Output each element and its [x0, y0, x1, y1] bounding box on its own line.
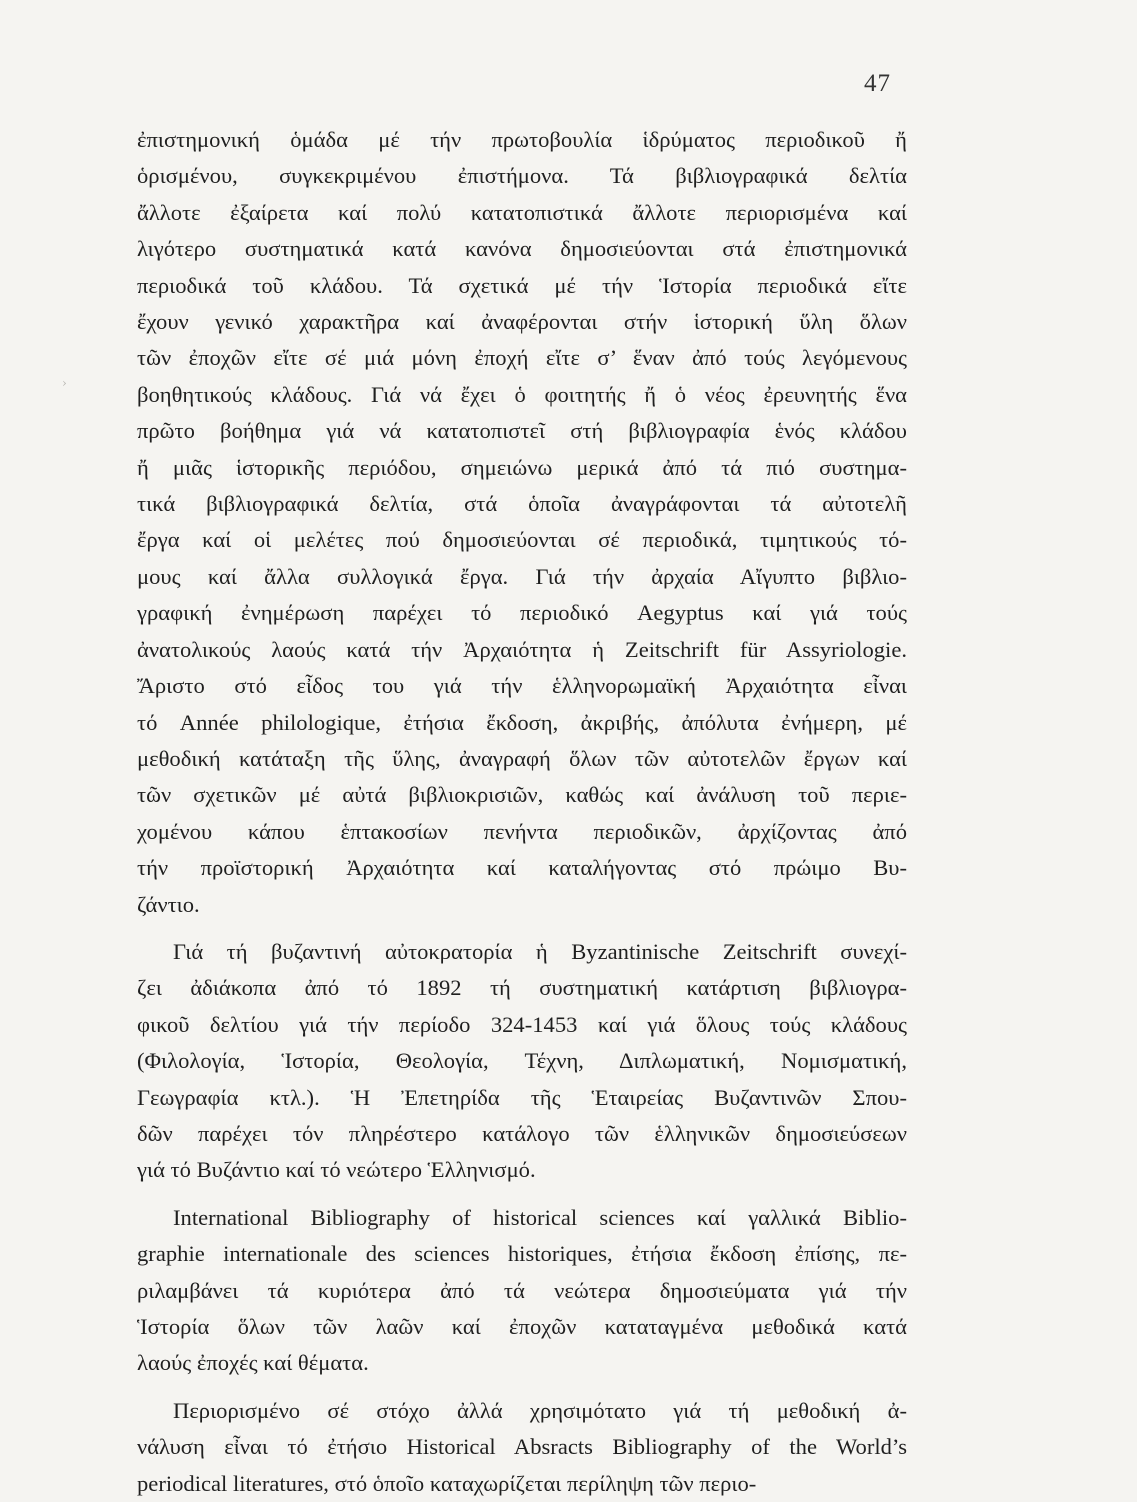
- text-line: Γιά τή βυζαντινή αὐτοκρατορία ἡ Byzantinische Zeitschrift συνεχί-: [173, 938, 907, 964]
- text-line: ἔργα καί οἱ μελέτες πού δημοσιεύονται σέ περιοδικά, τιμητικούς τό-: [137, 527, 907, 553]
- text-line: βοηθητικούς κλάδους. Γιά νά ἔχει ὁ φοιτητής ἤ ὁ νέος ἐρευνητής ἕνα: [137, 381, 907, 407]
- text-line: Ἄριστο στό εἶδος του γιά τήν ἑλληνορωμαϊκή Ἀρχαιότητα εἶναι: [137, 673, 907, 699]
- text-line: δῶν παρέχει τόν πληρέστερο κατάλογο τῶν ἑλληνικῶν δημοσιεύσεων: [137, 1120, 907, 1146]
- text-line: χομένου κάπου ἑπτακοσίων πενήντα περιοδικῶν, ἀρχίζοντας ἀπό: [137, 818, 907, 844]
- text-line: Ἱστορία ὅλων τῶν λαῶν καί ἐποχῶν καταταγμένα μεθοδικά κατά: [137, 1314, 907, 1339]
- text-line: graphie internationale des sciences historiques, ἐτήσια ἔκδοση ἐπίσης, πε-: [137, 1241, 907, 1267]
- text-line: πρῶτο βοήθημα γιά νά κατατοπιστεῖ στή βιβλιογραφία ἑνός κλάδου: [137, 418, 907, 444]
- text-line: Γεωγραφία κτλ.). Ἡ Ἐπετηρίδα τῆς Ἑταιρείας Βυζαντινῶν Σπου-: [137, 1084, 907, 1110]
- text-line: (Φιλολογία, Ἱστορία, Θεολογία, Τέχνη, Διπλωματική, Νομισματική,: [137, 1048, 907, 1074]
- text-line: περιοδικά τοῦ κλάδου. Τά σχετικά μέ τήν Ἱστορία περιοδικά εἴτε: [137, 272, 907, 298]
- text-line: μεθοδική κατάταξη τῆς ὕλης, ἀναγραφή ὅλων τῶν αὐτοτελῶν ἔργων καί: [137, 745, 907, 771]
- text-line: ἤ μιᾶς ἱστορικῆς περιόδου, σημειώνω μερικά ἀπό τά πιό συστημα-: [137, 454, 907, 480]
- text-line: φικοῦ δελτίου γιά τήν περίοδο 324-1453 καί γιά ὅλους τούς κλάδους: [137, 1011, 907, 1037]
- text-line: Περιορισμένο σέ στόχο ἀλλά χρησιμότατο γιά τή μεθοδική ἀ-: [173, 1397, 907, 1423]
- text-line: ἔχουν γενικό χαρακτῆρα καί ἀναφέρονται στήν ἱστορική ὕλη ὅλων: [137, 309, 907, 335]
- text-line: periodical literatures, στό ὁποῖο καταχωρίζεται περίληψη τῶν περιο-: [137, 1470, 757, 1496]
- paragraph: [137, 934, 907, 1189]
- margin-mark: ›: [62, 376, 67, 390]
- paragraph-gap: [137, 923, 907, 934]
- paragraph-gap: [137, 1189, 907, 1200]
- text-line: τήν προϊστορική Ἀρχαιότητα καί καταλήγοντας στό πρώιμο Βυ-: [137, 855, 907, 881]
- text-line: τῶν ἐποχῶν εἴτε σέ μιά μόνη ἐποχή εἴτε σ’ ἕναν ἀπό τούς λεγόμενους: [137, 345, 907, 371]
- text-line: ἄλλοτε ἐξαίρετα καί πολύ κατατοπιστικά ἄλλοτε περιορισμένα καί: [137, 199, 907, 225]
- text-line: λαούς ἐποχές καί θέματα.: [137, 1350, 369, 1376]
- paragraph: [137, 122, 907, 923]
- text-line: ἐπιστημονική ὁμάδα μέ τήν πρωτοβουλία ἱδρύματος περιοδικοῦ ἤ: [137, 127, 907, 152]
- text-line: γραφική ἐνημέρωση παρέχει τό περιοδικό Aegyptus καί γιά τούς: [137, 600, 907, 626]
- paragraph-gap: [137, 1382, 907, 1393]
- body-text: [137, 122, 907, 1502]
- text-line: τικά βιβλιογραφικά δελτία, στά ὁποῖα ἀναγράφονται τά αὐτοτελῆ: [137, 491, 907, 517]
- text-line: ἀνατολικούς λαούς κατά τήν Ἀρχαιότητα ἡ Zeitschrift für Assyriologie.: [137, 636, 907, 662]
- paragraph: [137, 1200, 907, 1382]
- text-line: ζει ἀδιάκοπα ἀπό τό 1892 τή συστηματική κατάρτιση βιβλιογρα-: [137, 975, 907, 1001]
- text-line: μους καί ἄλλα συλλογικά ἔργα. Γιά τήν ἀρχαία Αἴγυπτο βιβλιο-: [137, 563, 907, 589]
- paragraph: [137, 1393, 907, 1502]
- text-line: International Bibliography of historical sciences καί γαλλικά Biblio-: [173, 1204, 907, 1230]
- text-line: γιά τό Βυζάντιο καί τό νεώτερο Ἑλληνισμό.: [137, 1157, 536, 1183]
- page-number: 47: [864, 70, 891, 97]
- text-line: ζάντιο.: [137, 891, 200, 917]
- text-line: τό Année philologique, ἐτήσια ἔκδοση, ἀκριβής, ἀπόλυτα ἐνήμερη, μέ: [137, 709, 907, 735]
- text-line: ὁρισμένου, συγκεκριμένου ἐπιστήμονα. Τά βιβλιογραφικά δελτία: [137, 163, 907, 189]
- text-line: ριλαμβάνει τά κυριότερα ἀπό τά νεώτερα δημοσιεύματα γιά τήν: [137, 1277, 907, 1303]
- text-line: λιγότερο συστηματικά κατά κανόνα δημοσιεύονται στά ἐπιστημονικά: [137, 236, 907, 262]
- text-line: νάλυση εἶναι τό ἐτήσιο Historical Absracts Bibliography of the World’s: [137, 1434, 907, 1460]
- text-line: τῶν σχετικῶν μέ αὐτά βιβλιοκρισιῶν, καθώς καί ἀνάλυση τοῦ περιε-: [137, 782, 907, 808]
